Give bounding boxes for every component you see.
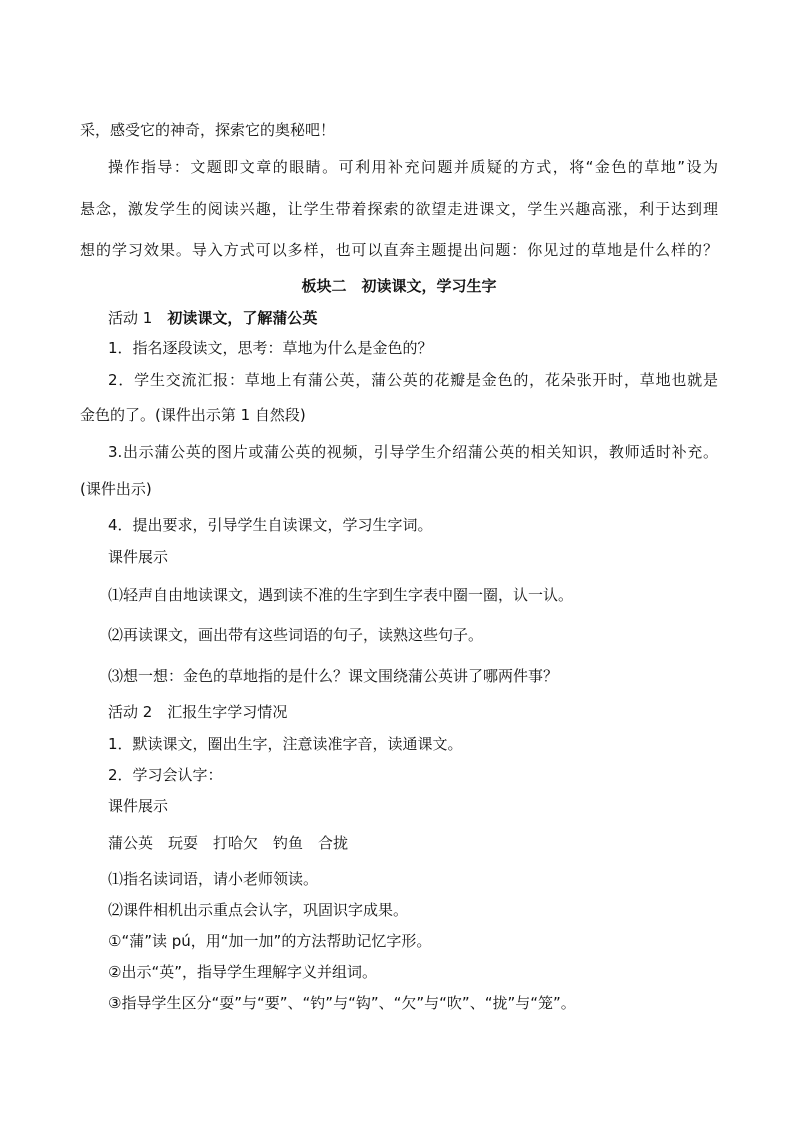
step-5: ③指导学生区分“耍”与“要”、“钓”与“钩”、“欠”与“吹”、“拢”与“笼”。: [108, 994, 576, 1012]
guide-paragraph-line-2: 悬念，激发学生的阅读兴趣，让学生带着探索的欲望走进课文，学生兴趣高涨，利于达到理: [80, 200, 718, 218]
word-list: 蒲公英 玩耍 打哈欠 钓鱼 合拢: [108, 834, 349, 852]
intro-line: 采，感受它的神奇，探索它的奥秘吧！: [80, 121, 336, 139]
guide-paragraph-line-1: 操作指导：文题即文章的眼睛。可利用补充问题并质疑的方式，将“金色的草地”设为: [108, 158, 718, 176]
step-1: ⑴指名读词语，请小老师领读。: [108, 870, 319, 888]
activity-1-item-1: 1．指名逐段读文，思考：草地为什么是金色的？: [108, 339, 433, 357]
task-1: ⑴轻声自由地读课文，遇到读不准的生字到生字表中圈一圈，认一认。: [108, 586, 574, 604]
task-3: ⑶想一想：金色的草地指的是什么？课文围绕蒲公英讲了哪两件事？: [108, 667, 559, 685]
activity-1-label: 活动 1: [108, 309, 168, 327]
section-title: 板块二 初读课文，学习生字: [301, 277, 497, 295]
activity-1-heading: [108, 308, 317, 328]
activity-1-item-2: 2．学生交流汇报：草地上有蒲公英，蒲公英的花瓣是金色的，花朵张开时，草地也就是: [108, 371, 718, 389]
activity-1-item-3: 3.出示蒲公英的图片或蒲公英的视频，引导学生介绍蒲公英的相关知识，教师适时补充。: [108, 443, 718, 461]
activity-2-item-2: 2．学习会认字：: [108, 766, 223, 784]
activity-1-title: 初读课文，了解蒲公英: [167, 309, 318, 327]
activity-2-item-1: 1．默读课文，圈出生字，注意读准字音，读通课文。: [108, 735, 463, 753]
step-2: ⑵课件相机出示重点会认字，巩固识字成果。: [108, 901, 409, 919]
guide-paragraph-line-3: 想的学习效果。导入方式可以多样，也可以直奔主题提出问题：你见过的草地是什么样的？: [80, 241, 718, 259]
step-3: ①“蒲”读 pú，用“加一加”的方法帮助记忆字形。: [108, 932, 432, 950]
courseware-label-2: 课件展示: [108, 797, 169, 815]
activity-1-item-3-continued: (课件出示): [80, 480, 152, 498]
task-2: ⑵再读课文，画出带有这些词语的句子，读熟这些句子。: [108, 626, 484, 644]
activity-1-item-4: 4．提出要求，引导学生自读课文，学习生字词。: [108, 516, 433, 534]
activity-2-heading: 活动 2 汇报生字学习情况: [108, 703, 288, 721]
step-4: ②出示“英”，指导学生理解字义并组词。: [108, 963, 377, 981]
courseware-label-1: 课件展示: [108, 548, 169, 566]
activity-1-item-2-continued: 金色的了。(课件出示第 1 自然段): [80, 406, 306, 424]
